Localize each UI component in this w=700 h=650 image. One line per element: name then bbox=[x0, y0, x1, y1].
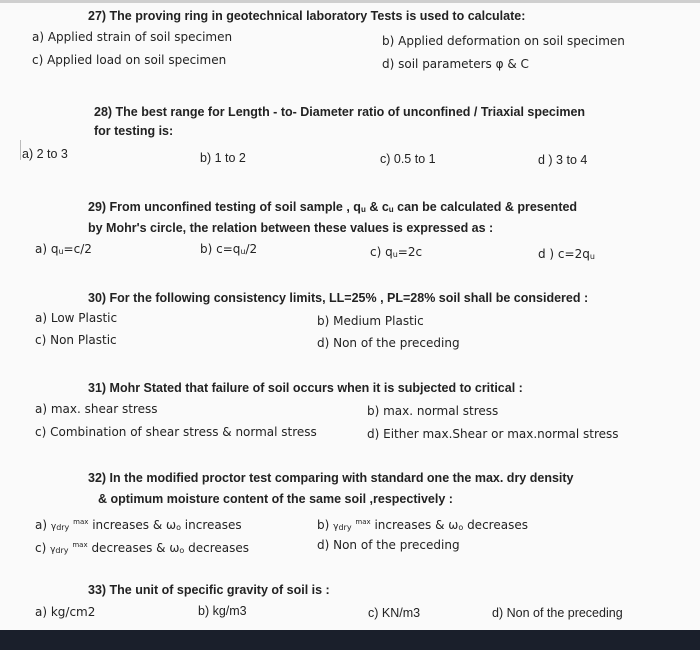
q30-option-b: b) Medium Plastic bbox=[317, 314, 424, 328]
q28-option-b: b) 1 to 2 bbox=[200, 151, 246, 165]
q31-option-a: a) max. shear stress bbox=[35, 402, 158, 416]
q32-option-a: a) γdry $^{max}$ increases & ωo increases bbox=[35, 518, 242, 532]
q29-option-c: c) qu=2c bbox=[370, 245, 423, 259]
question-32-line1: 32) In the modified proctor test comparing with standard one the max. dry density bbox=[88, 471, 574, 485]
question-33: 33) The unit of specific gravity of soil is : bbox=[88, 583, 330, 597]
q33-option-d: d) Non of the preceding bbox=[492, 606, 623, 620]
q29-option-b: b) c=qu/2 bbox=[200, 242, 258, 256]
question-30: 30) For the following consistency limits, LL=25% , PL=28% soil shall be considered : bbox=[88, 291, 589, 305]
q27-option-c: c) Applied load on soil specimen bbox=[32, 53, 227, 67]
q27-option-b: b) Applied deformation on soil specimen bbox=[382, 34, 625, 48]
q28-option-c: c) 0.5 to 1 bbox=[380, 152, 436, 166]
question-28-line2: for testing is: bbox=[94, 124, 174, 138]
q32-option-c: c) γdry $^{max}$ decreases & ωo decreases bbox=[35, 541, 249, 555]
question-29-line1: 29) From unconfined testing of soil sample , qu & cu can be calculated & presented bbox=[88, 200, 578, 214]
margin-rule bbox=[20, 140, 21, 160]
q32-option-b: b) γdry $^{max}$ increases & ωo decreases bbox=[317, 518, 528, 532]
q33-option-a: a) kg/cm2 bbox=[35, 605, 96, 619]
q27-option-a: a) Applied strain of soil specimen bbox=[32, 30, 233, 44]
q27-option-d: d) soil parameters φ & C bbox=[382, 57, 529, 71]
q28-option-a: a) 2 to 3 bbox=[22, 147, 68, 161]
q28-option-d: d ) 3 to 4 bbox=[538, 153, 588, 167]
q31-option-b: b) max. normal stress bbox=[367, 404, 499, 418]
question-31: 31) Mohr Stated that failure of soil occurs when it is subjected to critical : bbox=[88, 381, 523, 395]
q33-option-b: b) kg/m3 bbox=[198, 604, 247, 618]
bottom-bar bbox=[0, 630, 700, 650]
q32-option-d: d) Non of the preceding bbox=[317, 538, 460, 552]
q29-option-a: a) qu=c/2 bbox=[35, 242, 92, 256]
q30-option-c: c) Non Plastic bbox=[35, 333, 117, 347]
q31-option-c: c) Combination of shear stress & normal stress bbox=[35, 425, 317, 439]
q30-option-a: a) Low Plastic bbox=[35, 311, 118, 325]
question-29-line2: by Mohr's circle, the relation between these values is expressed as : bbox=[88, 221, 494, 235]
question-27: 27) The proving ring in geotechnical laboratory Tests is used to calculate: bbox=[88, 9, 526, 23]
question-28-line1: 28) The best range for Length - to- Diameter ratio of unconfined / Triaxial specimen bbox=[94, 105, 586, 119]
top-strip bbox=[0, 0, 700, 3]
q30-option-d: d) Non of the preceding bbox=[317, 336, 460, 350]
q33-option-c: c) KN/m3 bbox=[368, 606, 421, 620]
q31-option-d: d) Either max.Shear or max.normal stress bbox=[367, 427, 619, 441]
q29-option-d: d ) c=2qu bbox=[538, 247, 595, 261]
question-32-line2: & optimum moisture content of the same soil ,respectively : bbox=[98, 492, 453, 506]
